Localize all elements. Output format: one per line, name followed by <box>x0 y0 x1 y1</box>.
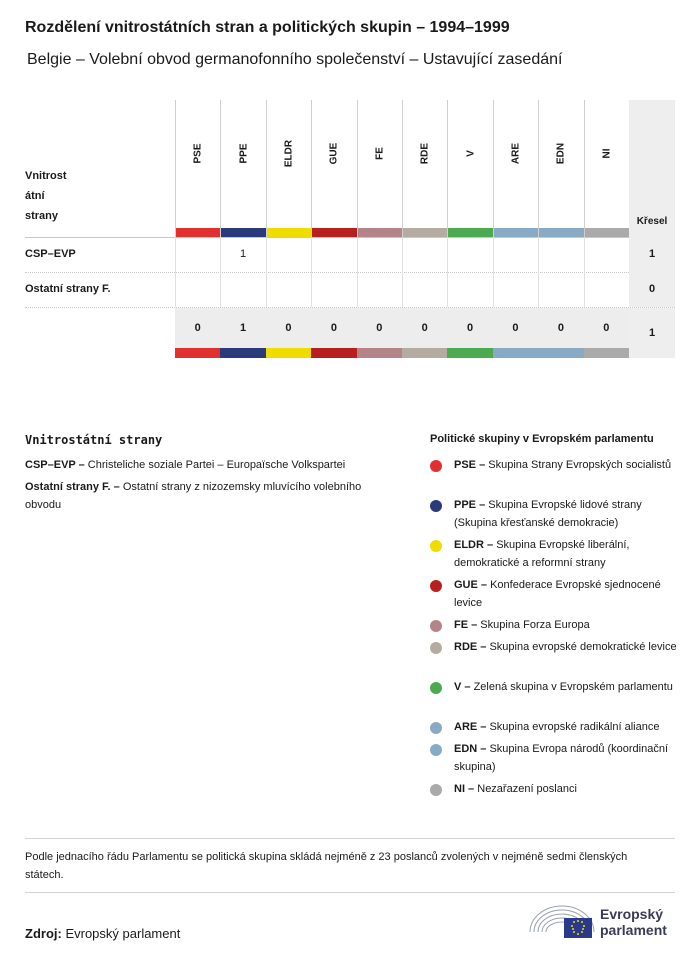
cell-divider <box>538 272 539 307</box>
total-cell: 1 <box>240 322 247 334</box>
column-eldr <box>266 100 311 237</box>
group-description <box>454 740 680 776</box>
group-name: Konfederace Evropské sjednocené levice <box>454 579 661 609</box>
cell-divider <box>266 237 267 272</box>
group-name: Nezařazení poslanci <box>477 783 577 795</box>
group-name: Skupina Evropa národů (koordinační skupina) <box>454 743 669 773</box>
group-name: Skupina Strany Evropských socialistů <box>488 459 672 471</box>
total-cell: 0 <box>557 322 564 334</box>
group-description <box>454 616 680 634</box>
column-color-bar <box>267 228 311 237</box>
total-cell: 0 <box>603 322 610 334</box>
group-description <box>454 496 680 532</box>
group-name: Zelená skupina v Evropském parlamentu <box>473 681 673 693</box>
column-gue <box>311 100 356 237</box>
divider <box>25 838 675 839</box>
national-parties-title: Vnitrostátní strany <box>25 433 163 447</box>
national-party-item <box>25 456 395 474</box>
group-description <box>454 576 680 612</box>
group-code: ELDR – <box>454 539 494 551</box>
total-color-bar <box>584 348 629 358</box>
cell-divider <box>357 237 358 272</box>
group-code: FE – <box>454 619 478 631</box>
hemicycle-icon <box>528 902 596 942</box>
total-color-bar <box>311 348 356 358</box>
total-color-bar <box>538 348 583 358</box>
row-seats: 1 <box>629 237 675 272</box>
group-code: ARE – <box>454 721 487 733</box>
column-color-bar <box>312 228 356 237</box>
group-color-dot-icon <box>430 580 442 592</box>
group-code: GUE – <box>454 579 488 591</box>
cell-divider <box>538 237 539 272</box>
column-fe <box>357 100 402 237</box>
group-description <box>454 536 680 572</box>
political-group-item <box>430 496 680 532</box>
column-color-bar <box>448 228 492 237</box>
total-cell: 0 <box>421 322 428 334</box>
group-name: Skupina evropské radikální aliance <box>489 721 660 733</box>
column-color-bar <box>176 228 220 237</box>
group-description <box>454 678 680 696</box>
cell-divider <box>402 237 403 272</box>
logo-text <box>600 906 667 938</box>
political-group-item <box>430 678 680 696</box>
total-color-bar <box>402 348 447 358</box>
column-color-bar <box>585 228 629 237</box>
column-ppe <box>220 100 265 237</box>
column-label: GUE <box>328 142 340 165</box>
row-header-line: Vnitrost <box>25 170 67 182</box>
rules-note: Podle jednacího řádu Parlamentu se politická skupina skládá nejméně z 23 poslanců zvolených v nejméně sedmi členských státech. <box>25 851 628 881</box>
national-party-name: Ostatní strany z nizozemsky mluvícího volebního obvodu <box>25 481 362 511</box>
column-color-bar <box>494 228 538 237</box>
divider <box>25 892 675 893</box>
source-text: Evropský parlament <box>65 926 181 941</box>
group-name: Skupina evropské demokratické levice <box>489 641 677 653</box>
political-group-item <box>430 616 680 634</box>
cell-divider <box>493 272 494 307</box>
political-group-item <box>430 780 680 798</box>
group-description <box>454 638 680 656</box>
column-color-bar <box>403 228 447 237</box>
cell-divider <box>175 237 176 272</box>
total-cell: 0 <box>512 322 519 334</box>
group-color-dot-icon <box>430 620 442 632</box>
group-color-dot-icon <box>430 722 442 734</box>
column-label: RDE <box>419 142 431 165</box>
total-seats: 1 <box>629 308 675 358</box>
column-label: ARE <box>510 142 522 165</box>
political-group-item <box>430 638 680 656</box>
cell-divider <box>493 237 494 272</box>
group-color-dot-icon <box>430 682 442 694</box>
political-group-item <box>430 456 680 474</box>
group-description <box>454 456 680 474</box>
total-cell: 0 <box>285 322 292 334</box>
logo-line: Evropský <box>600 906 664 922</box>
total-color-bar <box>175 348 220 358</box>
row-header-label <box>25 166 165 226</box>
column-ni <box>584 100 629 237</box>
column-label: PPE <box>238 143 250 164</box>
cell-divider <box>311 272 312 307</box>
political-group-item <box>430 718 680 736</box>
group-code: NI – <box>454 783 475 795</box>
cell-divider <box>402 272 403 307</box>
distribution-table <box>25 100 675 360</box>
page-subtitle: Belgie – Volební obvod germanofonního společenství – Ustavující zasedání <box>27 51 563 68</box>
row-header-line: átní <box>25 190 45 202</box>
row-seats: 0 <box>629 272 675 307</box>
column-label: ELDR <box>283 139 295 168</box>
group-name: Skupina Evropské lidové strany (Skupina křesťanské demokracie) <box>454 499 642 529</box>
column-are <box>493 100 538 237</box>
group-name: Skupina Evropské liberální, demokratické a reformní strany <box>454 539 630 569</box>
seats-label: Křesel <box>636 216 668 227</box>
cell-divider <box>357 272 358 307</box>
group-code: V – <box>454 681 471 693</box>
political-group-item <box>430 536 680 572</box>
total-color-bar <box>493 348 538 358</box>
total-cell: 0 <box>467 322 474 334</box>
group-code: PPE – <box>454 499 486 511</box>
logo-line: parlament <box>600 922 667 938</box>
group-code: EDN – <box>454 743 487 755</box>
group-name: Skupina Forza Europa <box>480 619 590 631</box>
european-parliament-logo <box>528 902 678 942</box>
group-color-dot-icon <box>430 460 442 472</box>
group-color-dot-icon <box>430 744 442 756</box>
group-color-dot-icon <box>430 540 442 552</box>
total-cell: 0 <box>376 322 383 334</box>
seats-column-header <box>629 100 675 237</box>
total-cell: 0 <box>330 322 337 334</box>
table-cell: 1 <box>240 248 247 260</box>
cell-divider <box>584 237 585 272</box>
group-code: PSE – <box>454 459 486 471</box>
row-header-line: strany <box>25 210 59 222</box>
political-group-item <box>430 740 680 776</box>
column-color-bar <box>358 228 402 237</box>
header-divider <box>25 237 675 238</box>
row-party-name: CSP–EVP <box>25 248 76 260</box>
cell-divider <box>447 272 448 307</box>
page-title: Rozdělení vnitrostátních stran a politických skupin – 1994–1999 <box>25 19 510 36</box>
column-rde <box>402 100 447 237</box>
cell-divider <box>220 272 221 307</box>
total-color-bar <box>357 348 402 358</box>
national-party-name: Christeliche soziale Partei – Europaïsche Volkspartei <box>87 459 346 471</box>
cell-divider <box>584 272 585 307</box>
group-description <box>454 780 680 798</box>
column-v <box>447 100 492 237</box>
group-color-dot-icon <box>430 642 442 654</box>
column-color-bar <box>221 228 265 237</box>
column-edn <box>538 100 583 237</box>
national-party-code: Ostatní strany F. – <box>25 481 120 493</box>
political-group-item <box>430 576 680 612</box>
total-color-bar <box>447 348 492 358</box>
group-code: RDE – <box>454 641 487 653</box>
column-label: NI <box>601 148 613 159</box>
column-label: V <box>465 150 477 157</box>
column-color-bar <box>539 228 583 237</box>
column-label: PSE <box>192 143 204 164</box>
cell-divider <box>175 272 176 307</box>
total-color-bar <box>220 348 265 358</box>
cell-divider <box>447 237 448 272</box>
group-color-dot-icon <box>430 500 442 512</box>
row-divider <box>25 272 675 273</box>
cell-divider <box>266 272 267 307</box>
national-party-item <box>25 478 395 514</box>
column-pse <box>175 100 220 237</box>
row-party-name: Ostatní strany F. <box>25 283 111 295</box>
column-label: FE <box>374 147 386 160</box>
total-cell: 0 <box>194 322 201 334</box>
source-label: Zdroj: <box>25 926 62 941</box>
source-line <box>25 926 180 941</box>
political-groups-title: Politické skupiny v Evropském parlamentu <box>430 433 654 445</box>
group-description <box>454 718 680 736</box>
national-party-code: CSP–EVP – <box>25 459 85 471</box>
group-color-dot-icon <box>430 784 442 796</box>
column-label: EDN <box>555 142 567 165</box>
total-color-bar <box>266 348 311 358</box>
cell-divider <box>311 237 312 272</box>
